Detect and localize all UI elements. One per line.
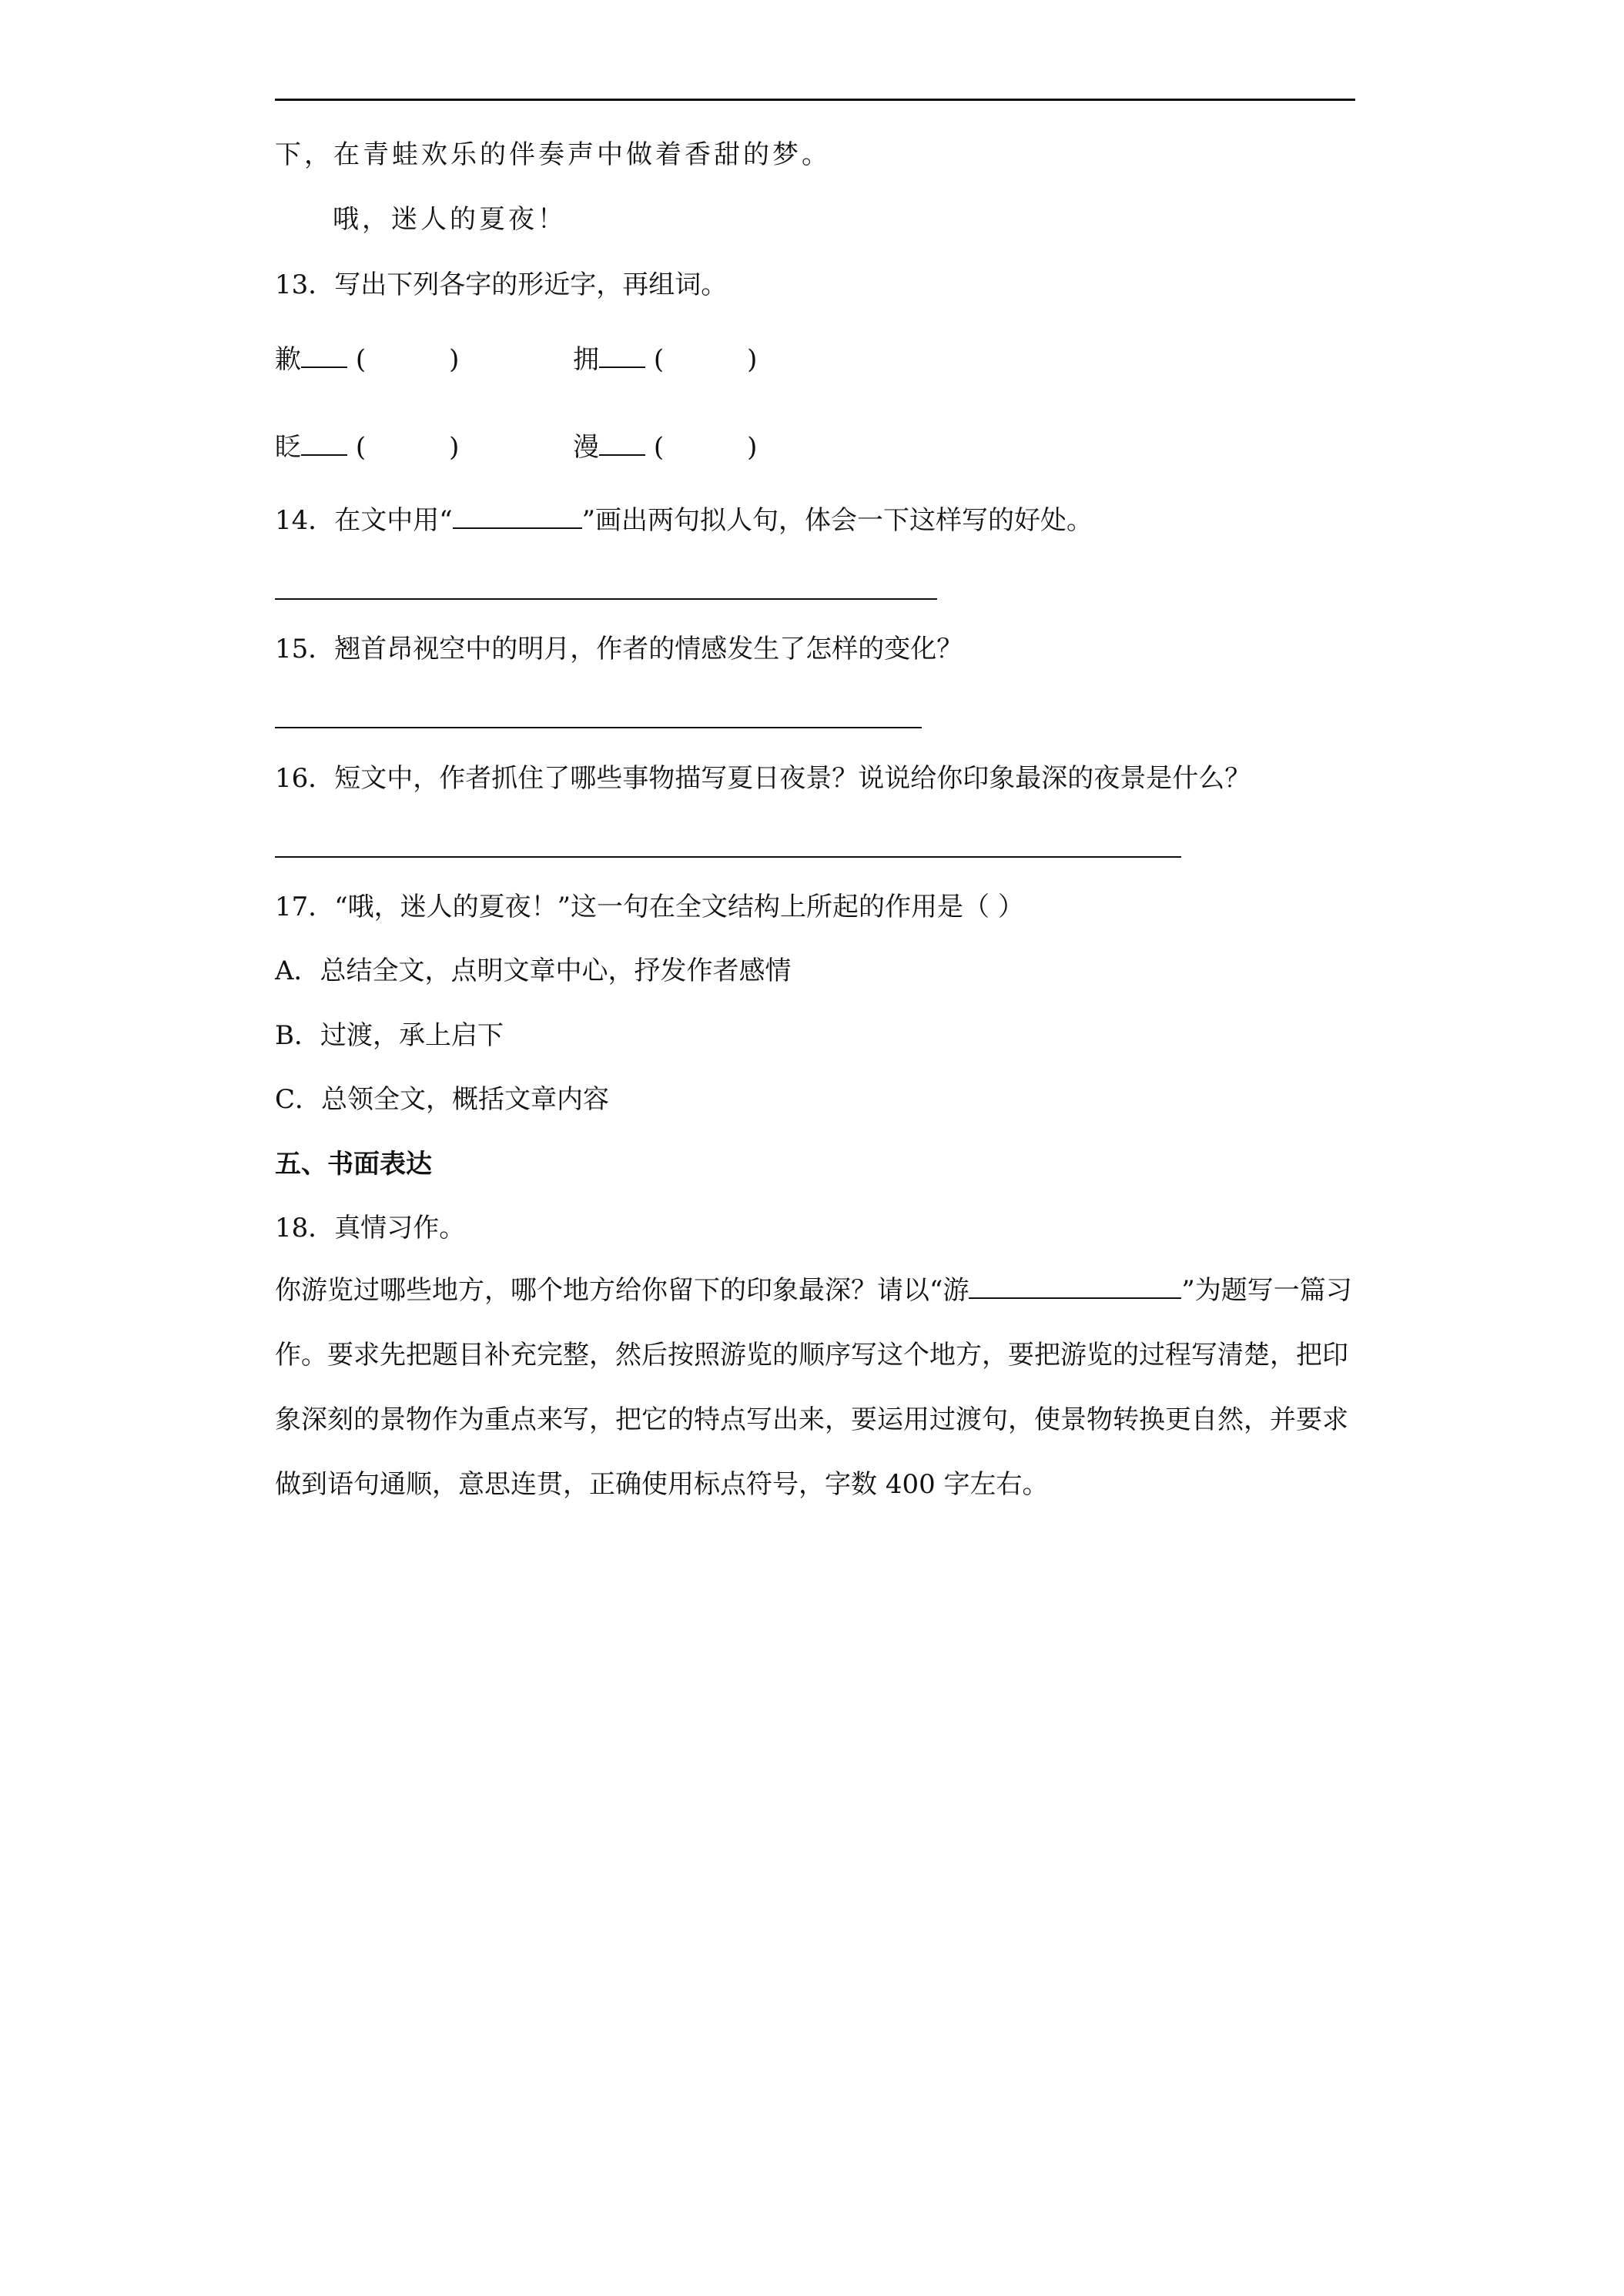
q13-char: 拥	[573, 344, 599, 375]
poem-line-2: 哦，迷人的夏夜！	[333, 204, 567, 235]
q13-char: 漫	[573, 432, 599, 463]
q15-answer-line[interactable]	[275, 727, 922, 728]
q18-title-blank[interactable]	[969, 1274, 1181, 1299]
q13-blank[interactable]	[599, 431, 645, 456]
q18-prompt: 你游览过哪些地方，哪个地方给你留下的印象最深？请以“游 ”为题写一篇习作。要求先把题目补充完整，然后按照游览的顺序写这个地方，要把游览的过程写清楚，把印象深刻的景物作为重点来写，把它的特点写出来，要运用过渡句，使景物转换更自然，并要求做到语句通顺，意思连贯，正确使用标点符号，字数 400 字左右。	[275, 1275, 1352, 1500]
q17-option-a[interactable]: A．总结全文，点明文章中心，抒发作者感情	[275, 956, 792, 986]
section-5-heading: 五、书面表达	[275, 1149, 432, 1180]
question-13-stem: 13．写出下列各字的形近字，再组词。	[275, 269, 728, 300]
q16-answer-line[interactable]	[275, 856, 1181, 858]
question-18-stem: 18．真情习作。	[275, 1213, 466, 1243]
question-17-stem: 17．“哦，迷人的夏夜！”这一句在全文结构上所起的作用是（ ）	[275, 892, 1024, 922]
question-15-stem: 15．翘首昂视空中的明月，作者的情感发生了怎样的变化？	[275, 634, 963, 664]
q13-char: 歉	[275, 344, 301, 375]
q13-item-2: 拥 ( )	[573, 344, 758, 375]
q13-blank[interactable]	[301, 431, 347, 456]
q17-option-b[interactable]: B．过渡，承上启下	[275, 1020, 504, 1051]
question-16-stem: 16．短文中，作者抓住了哪些事物描写夏日夜景？说说给你印象最深的夜景是什么？	[275, 763, 1251, 794]
q14-inline-blank[interactable]	[453, 504, 582, 529]
question-14-stem: 14．在文中用“ ”画出两句拟人句，体会一下这样写的好处。	[275, 505, 1093, 536]
q13-blank[interactable]	[301, 343, 347, 368]
q13-char: 眨	[275, 432, 301, 463]
q17-option-c[interactable]: C．总领全文，概括文章内容	[275, 1084, 610, 1115]
q14-answer-line[interactable]	[275, 598, 937, 600]
header-rule	[275, 99, 1355, 101]
poem-line-1: 下，在青蛙欢乐的伴奏声中做着香甜的梦。	[275, 139, 831, 170]
q13-item-4: 漫 ( )	[573, 432, 758, 463]
q18-word-count: 400	[885, 1469, 936, 1500]
q13-blank[interactable]	[599, 343, 645, 368]
q13-item-3: 眨 ( )	[275, 432, 460, 463]
q13-item-1: 歉 ( )	[275, 344, 460, 375]
